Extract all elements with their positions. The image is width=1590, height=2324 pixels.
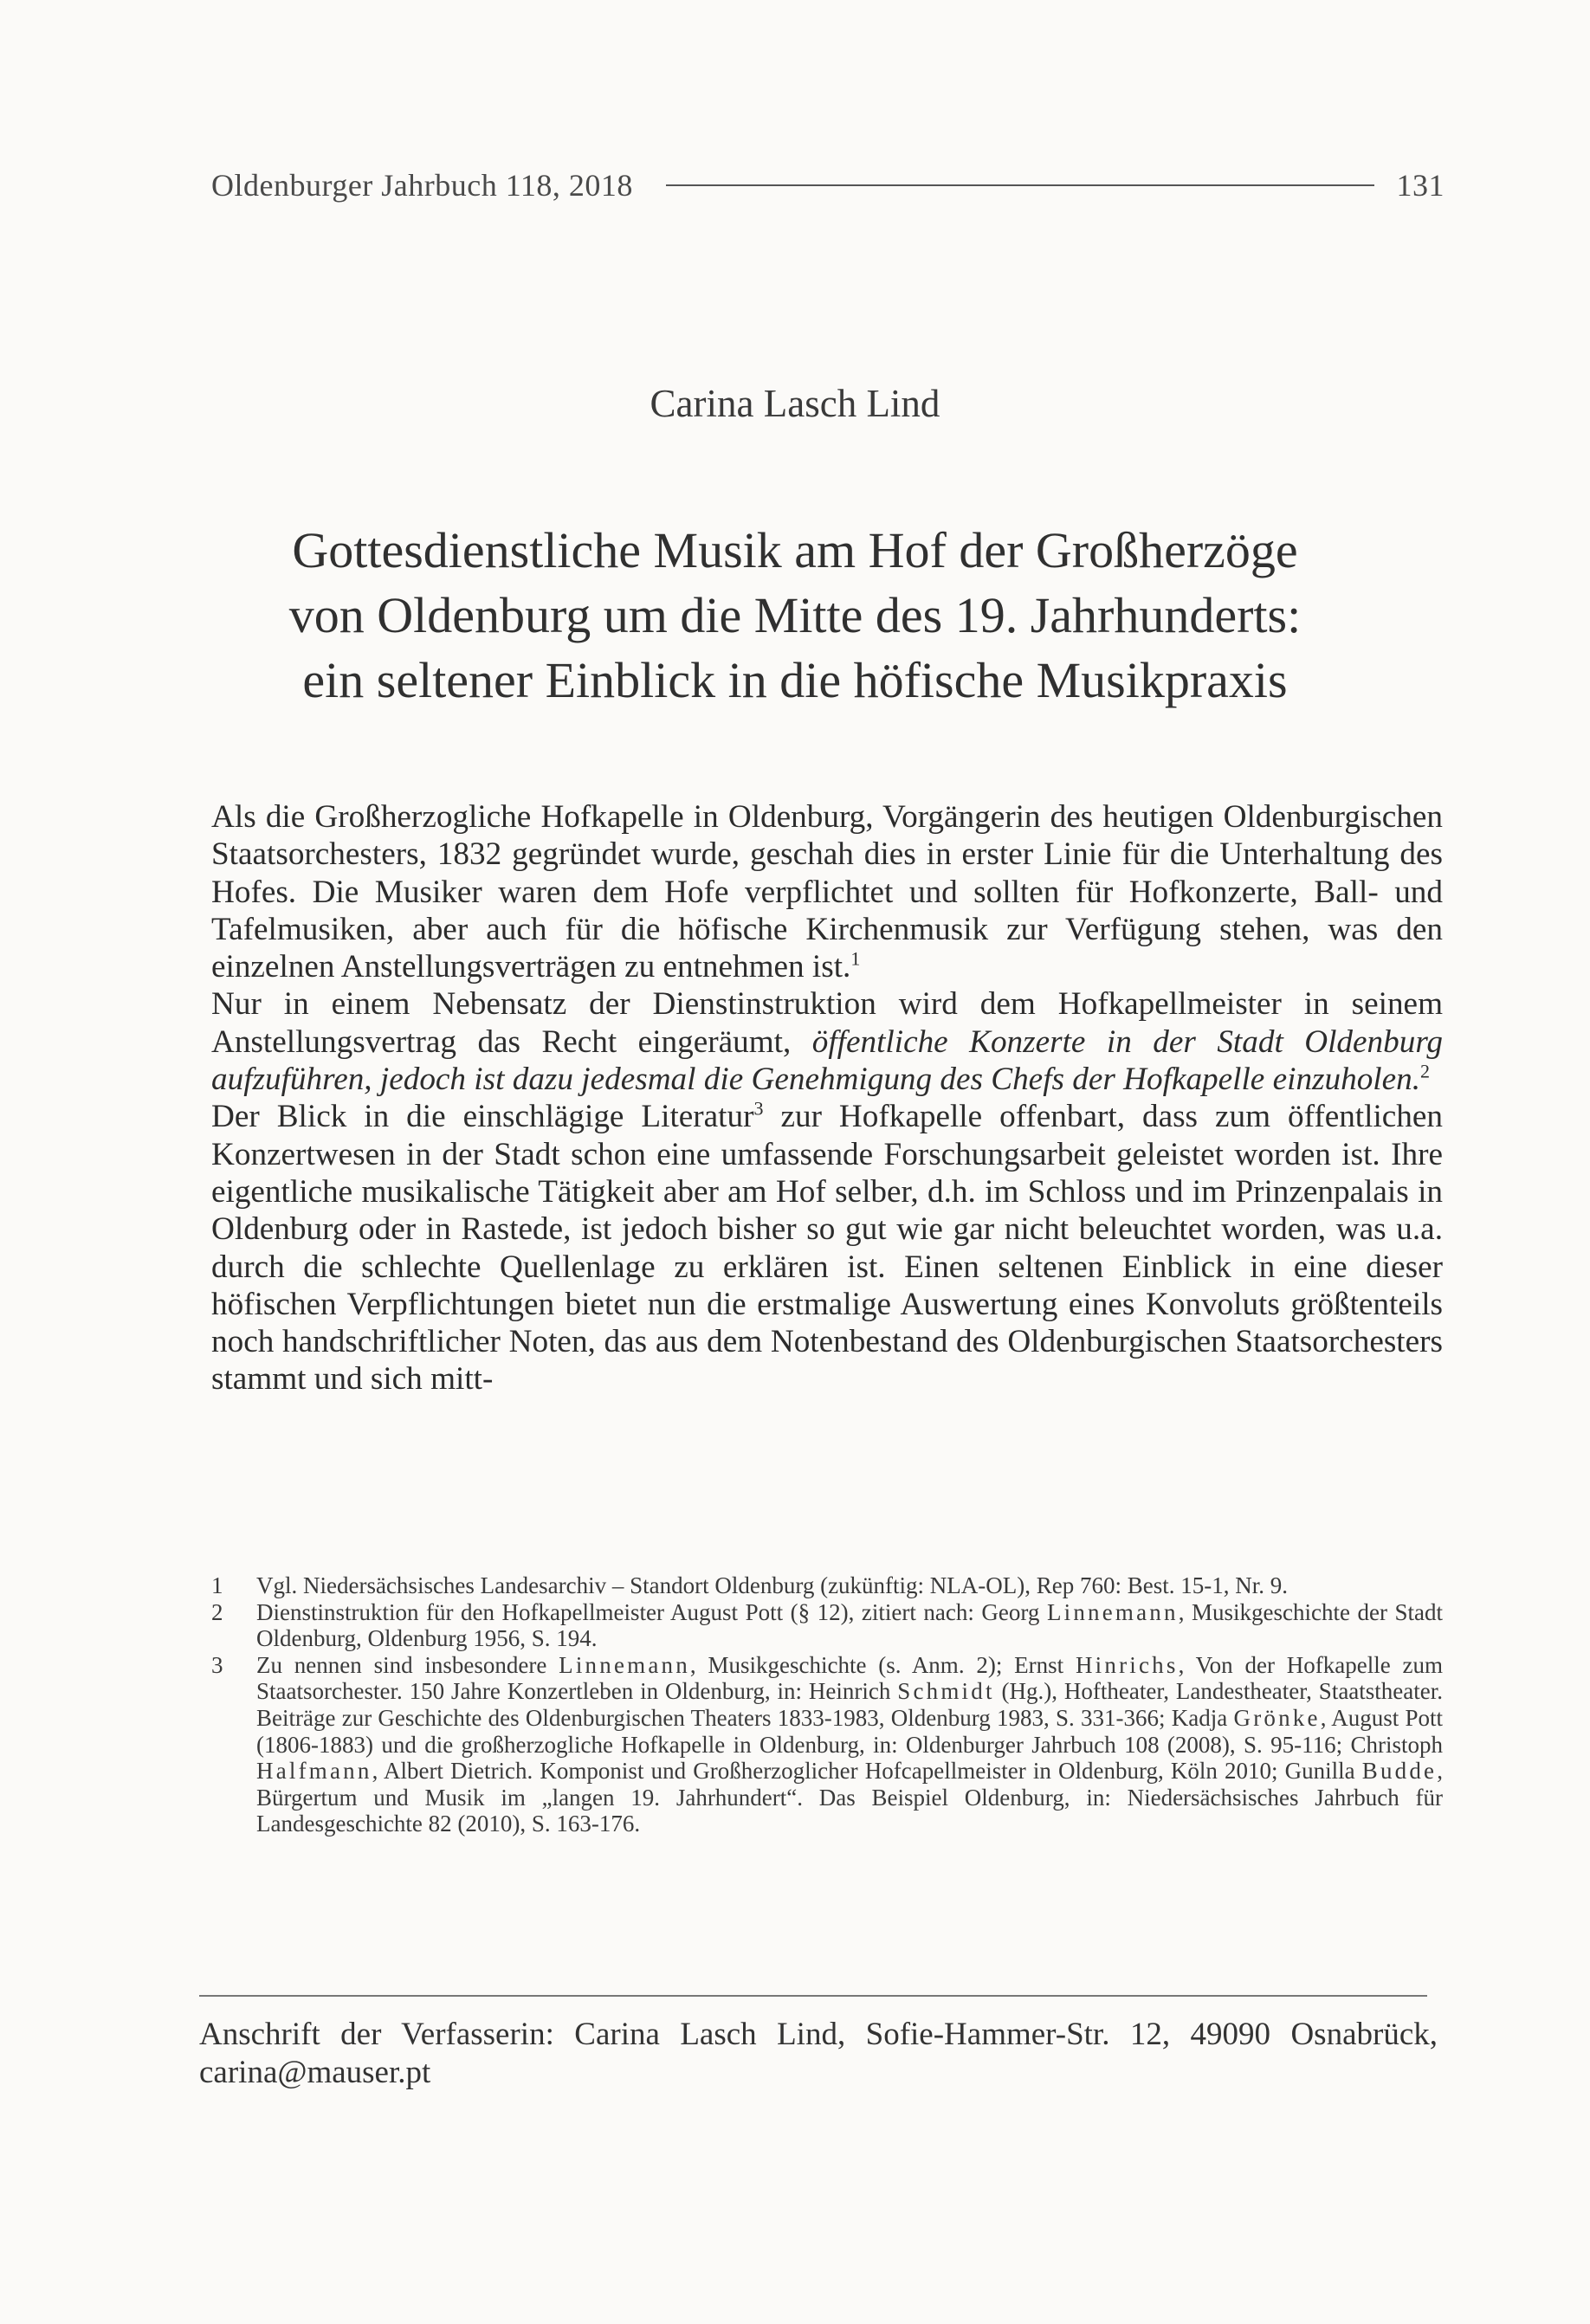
- body-text: [211, 798, 1443, 1398]
- spaced-name: Schmidt: [897, 1678, 995, 1705]
- title-line-1: Gottesdienstliche Musik am Hof der Großherzöge: [292, 522, 1298, 578]
- spaced-name: Grönke: [1233, 1704, 1321, 1731]
- address-rule: [199, 1995, 1427, 1997]
- title-line-3: ein seltener Einblick in die höfische Musikpraxis: [302, 652, 1288, 708]
- footnote-number: 3: [211, 1651, 223, 1678]
- running-header: [211, 159, 1445, 211]
- footnote-ref-2: 2: [1420, 1060, 1431, 1082]
- spaced-name: Halfmann: [256, 1758, 372, 1785]
- footnote-2: [211, 1599, 1443, 1652]
- spaced-name: Budde: [1361, 1758, 1438, 1785]
- spaced-name: Linnemann: [559, 1651, 690, 1678]
- article-title: [191, 518, 1399, 713]
- footnote-1: [211, 1572, 1443, 1599]
- journal-title: Oldenburger Jahrbuch 118, 2018: [211, 168, 633, 203]
- footnote-ref-3: 3: [753, 1097, 764, 1120]
- quote-italic: öffentliche Konzerte in der Stadt Oldenburg aufzuführen, jedoch ist dazu jedesmal die Genehmigung des Chefs der Hofkapelle einzuholen.: [211, 1023, 1444, 1098]
- footnote-ref-1: 1: [850, 947, 861, 970]
- footnote-text: Zu nennen sind insbesondere Linnemann, Musikgeschichte (s. Anm. 2); Ernst Hinrichs, Von der Hofkapelle zum Staatsorchester. 150 Jahre Konzertleben in Oldenburg, in: Heinrich Schmidt (Hg.), Hoftheater, Landestheater, Staatstheater. Beiträge zur Geschichte des Oldenburgischen Theaters 1833-1983, Oldenburg 1983, S. 331-366; Kadja Grönke, August Pott (1806-1883) und die großherzogliche Hofkapelle in Oldenburg, in: Oldenburger Jahrbuch 108 (2008), S. 95-116; Christoph Halfmann, Albert Dietrich. Komponist und Großherzoglicher Hofcapellmeister in Oldenburg, Köln 2010; Gunilla Budde, Bürgertum und Musik im „langen 19. Jahrhundert“. Das Beispiel Oldenburg, in: Niedersächsisches Jahrbuch für Landesgeschichte 82 (2010), S. 163-176.: [256, 1651, 1443, 1837]
- footnote-3: [211, 1652, 1443, 1837]
- paragraph-1: Als die Großherzogliche Hofkapelle in Oldenburg, Vorgängerin des heutigen Oldenburgischen Staatsorchesters, 1832 gegründet wurde, geschah dies in erster Linie für die Unterhaltung des Hofes. Die Musiker waren dem Hofe verpflichtet und sollten für Hofkonzerte, Ball- und Tafelmusiken, aber auch für die höfische Kirchenmusik zur Verfügung stehen, was den einzelnen Anstellungsverträgen zu entnehmen ist.$^1$: [211, 799, 1443, 985]
- footnote-number: 2: [211, 1598, 223, 1625]
- footnote-text: Vgl. Niedersächsisches Landesarchiv – Standort Oldenburg (zukünftig: NLA-OL), Rep 760: Best. 15-1, Nr. 9.: [256, 1572, 1289, 1598]
- footnotes: [211, 1572, 1443, 1837]
- title-line-2: von Oldenburg um die Mitte des 19. Jahrhunderts:: [288, 587, 1302, 643]
- spaced-name: Hinrichs: [1075, 1651, 1179, 1678]
- spaced-name: Linnemann: [1046, 1598, 1179, 1625]
- header-rule: [666, 184, 1374, 186]
- page-number: 131: [1396, 168, 1445, 203]
- author-address: Anschrift der Verfasserin: Carina Lasch Lind, Sofie-Hammer-Str. 12, 49090 Osnabrück, carina@mauser.pt: [199, 2017, 1438, 2090]
- paragraph-2: Nur in einem Nebensatz der Dienstinstruktion wird dem Hofkapellmeister in seinem Anstellungsvertrag das Recht eingeräumt, öffentliche Konzerte in der Stadt Oldenburg aufzuführen, jedoch ist dazu jedesmal die Genehmigung des Chefs der Hofkapelle einzuholen.$^2$: [211, 986, 1444, 1098]
- footnote-text: Dienstinstruktion für den Hofkapellmeister August Pott (§ 12), zitiert nach: Georg Linnemann, Musikgeschichte der Stadt Oldenburg, Oldenburg 1956, S. 194.: [256, 1598, 1443, 1652]
- footnote-number: 1: [211, 1572, 223, 1598]
- author-name: Carina Lasch Lind: [650, 382, 940, 425]
- paragraph-3: Der Blick in die einschlägige Literatur$^3$ zur Hofkapelle offenbart, dass zum öffentlichen Konzertwesen in der Stadt schon eine umfassende Forschungsarbeit geleistet worden ist. Ihre eigentliche musikalische Tätigkeit aber am Hof selber, d.h. im Schloss und im Prinzenpalais in Oldenburg oder in Rastede, ist jedoch bisher so gut wie gar nicht beleuchtet worden, was u.a. durch die schlechte Quellenlage zu erklären ist. Einen seltenen Einblick in eine dieser höfischen Verpflichtungen bietet nun die erstmalige Auswertung eines Konvoluts größtenteils noch handschriftlicher Noten, das aus dem Notenbestand des Oldenburgischen Staatsorchesters stammt und sich mitt-: [211, 1097, 1443, 1398]
